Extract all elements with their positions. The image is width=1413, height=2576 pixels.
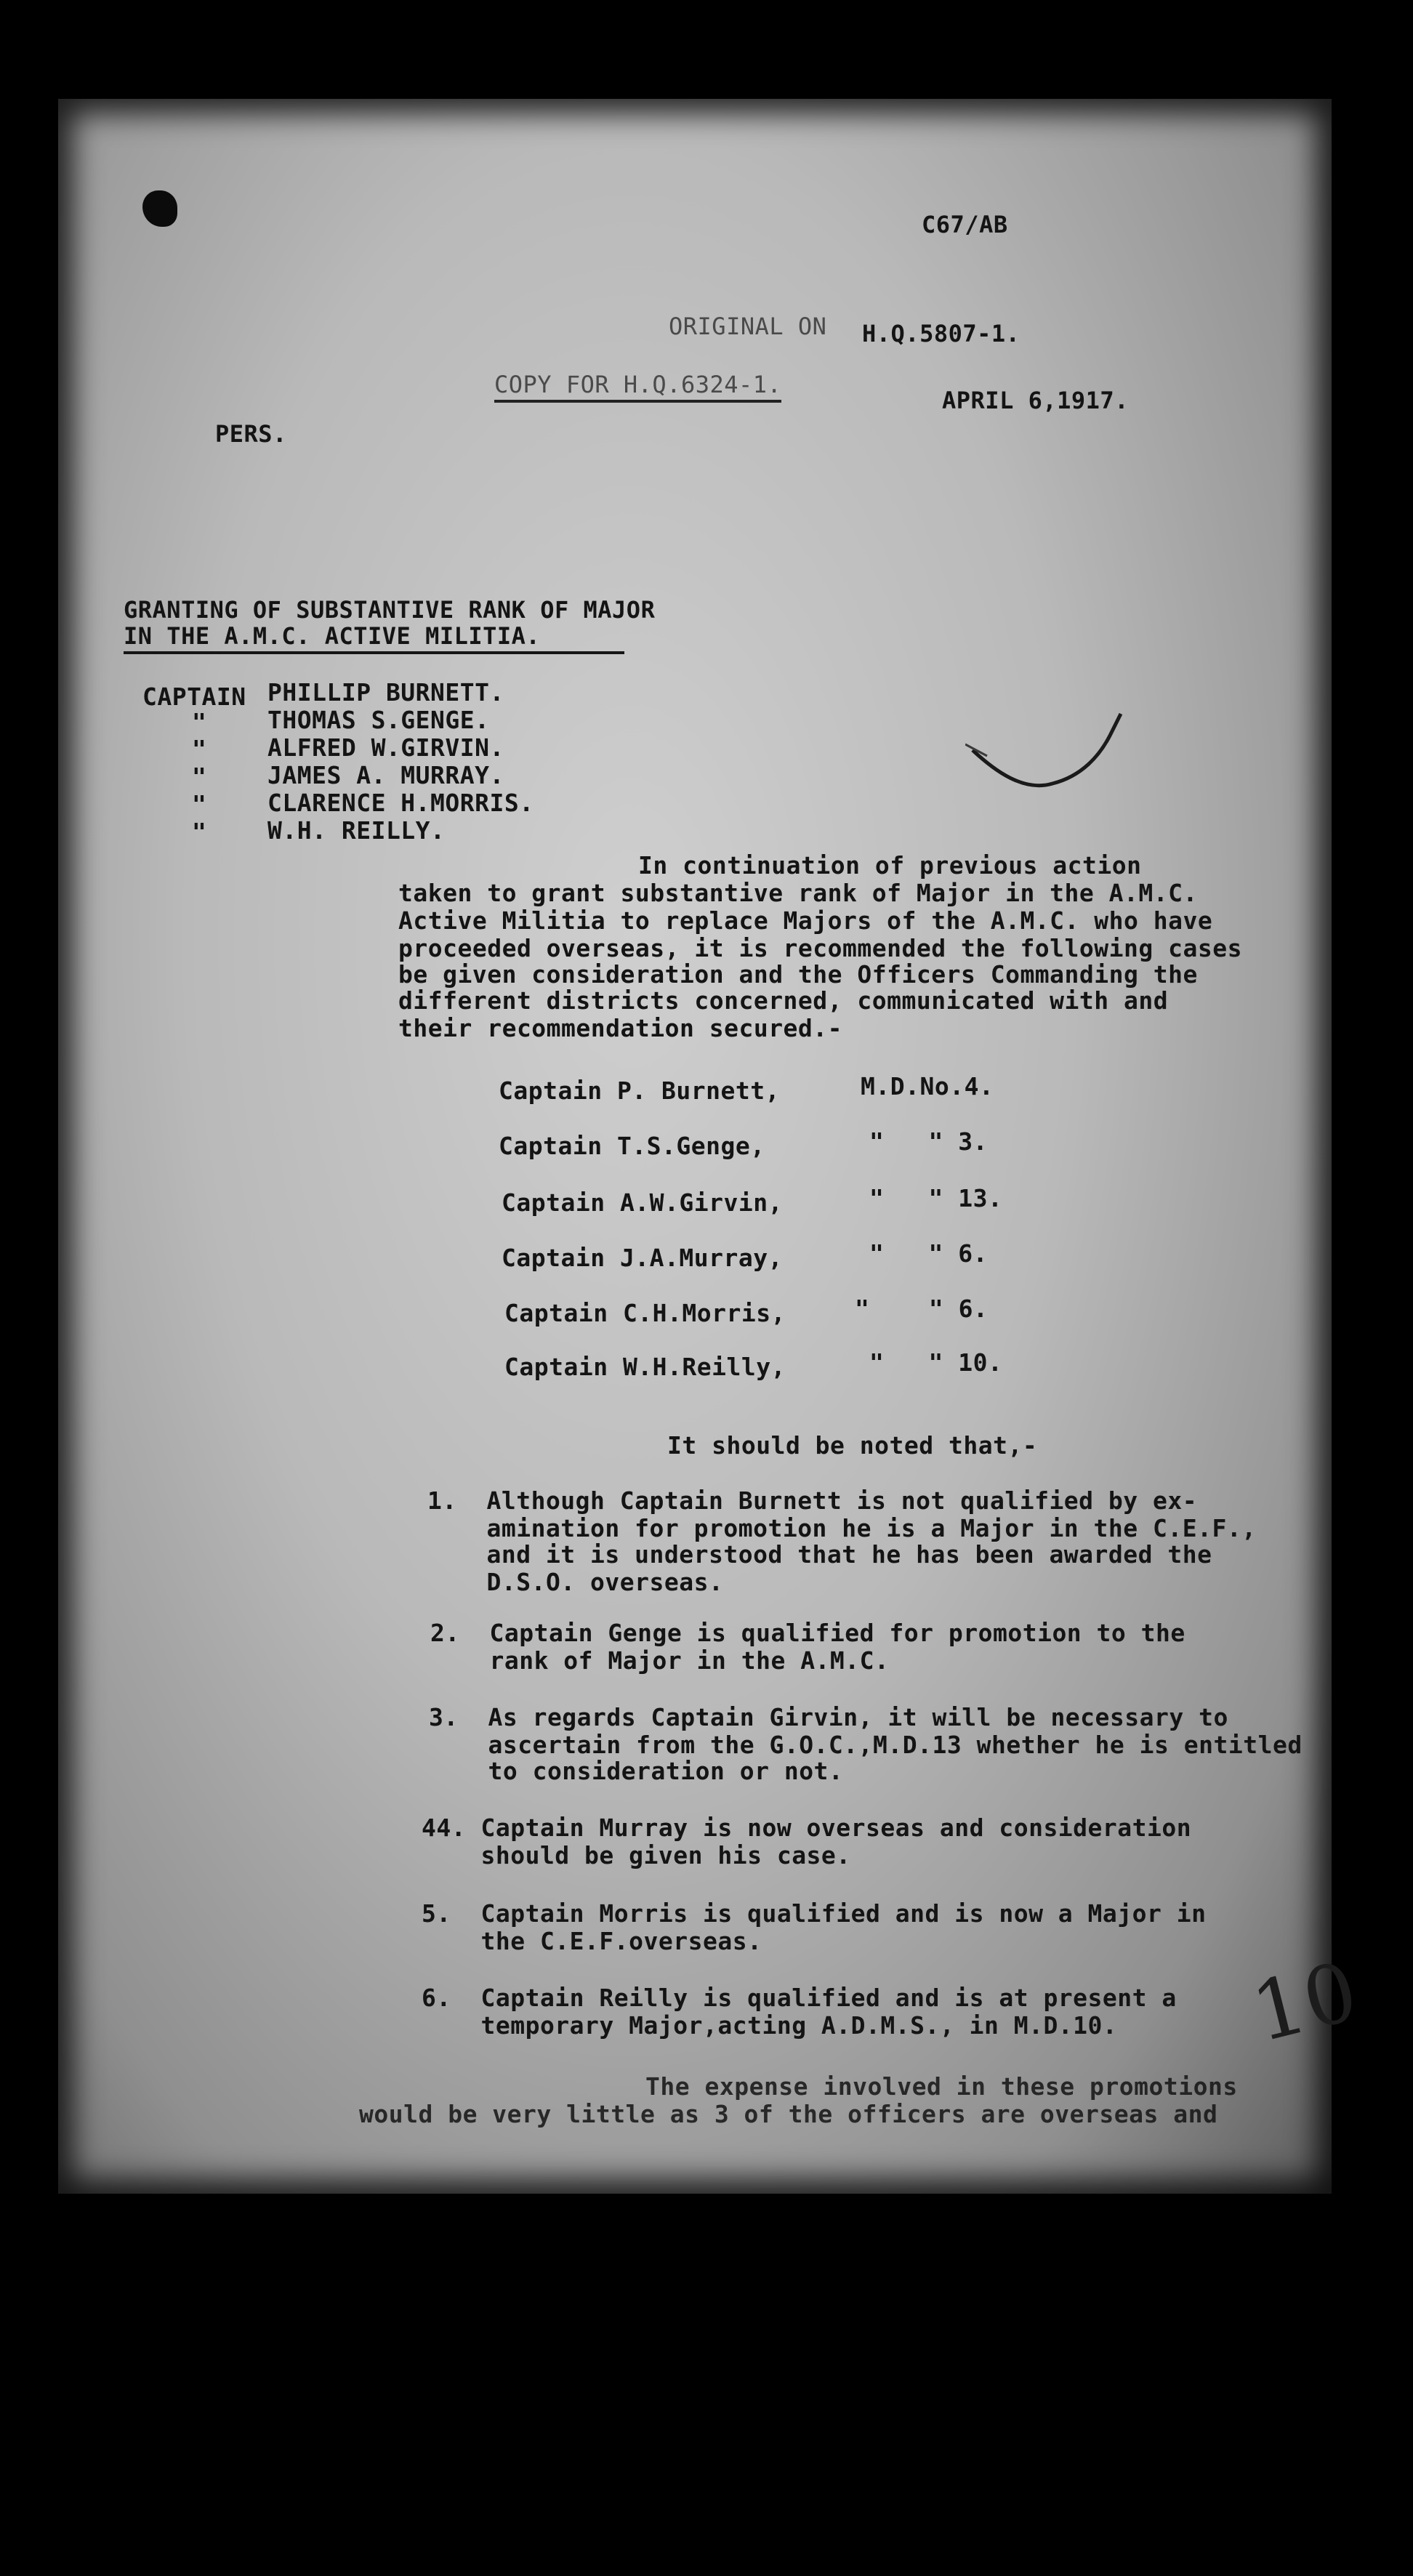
district-row-value: " " 10. [869, 1348, 1003, 1377]
point-line: 1. Although Captain Burnett is not qualified by ex- [427, 1486, 1198, 1515]
district-row-value: " " 13. [869, 1184, 1003, 1212]
subject-line-2: IN THE A.M.C. ACTIVE MILITIA. [124, 622, 624, 654]
point-line: 3. As regards Captain Girvin, it will be necessary to [429, 1703, 1228, 1731]
district-row-name: Captain T.S.Genge, [499, 1132, 765, 1160]
intro-line: their recommendation secured.- [398, 1014, 843, 1042]
point-line: ascertain from the G.O.C.,M.D.13 whether he is entitled [429, 1731, 1303, 1759]
officer-name: THOMAS S.GENGE. [267, 706, 490, 734]
point-line: rank of Major in the A.M.C. [430, 1646, 890, 1675]
point-line: and it is understood that he has been awarded the [427, 1540, 1212, 1569]
district-row-name: Captain W.H.Reilly, [504, 1353, 786, 1381]
file-number: C67/AB [922, 211, 1008, 238]
district-row-name: Captain J.A.Murray, [502, 1244, 783, 1272]
intro-line: taken to grant substantive rank of Major in the A.M.C. [398, 879, 1198, 907]
district-row-name: Captain A.W.Girvin, [502, 1188, 783, 1217]
officer-prefix: " [192, 818, 207, 846]
noted-line: It should be noted that,- [667, 1431, 1038, 1460]
officer-prefix: " [192, 735, 207, 763]
district-row-value: " " 6. [855, 1295, 989, 1323]
point-line: temporary Major,acting A.D.M.S., in M.D.10. [422, 2011, 1118, 2040]
point-line: the C.E.F.overseas. [422, 1927, 762, 1955]
point-line: 6. Captain Reilly is qualified and is at present a [422, 1984, 1177, 2012]
point-line: 5. Captain Morris is qualified and is now a Major in [422, 1899, 1207, 1928]
intro-line: be given consideration and the Officers Commanding the [398, 960, 1198, 989]
original-on-label: ORIGINAL ON [669, 313, 827, 340]
district-row-value: " " 6. [869, 1239, 988, 1268]
pen-tick-mark [965, 712, 1132, 800]
pers-label: PERS. [215, 420, 287, 448]
officer-prefix: " [192, 708, 207, 736]
district-row-value: M.D.No.4. [861, 1072, 994, 1100]
original-reference: H.Q.5807-1. [862, 320, 1020, 347]
officer-prefix: " [192, 762, 207, 791]
officer-prefix: CAPTAIN [142, 683, 246, 711]
officer-name: PHILLIP BURNETT. [267, 678, 504, 707]
point-line: 44. Captain Murray is now overseas and consideration [422, 1814, 1192, 1842]
point-line: amination for promotion he is a Major in the C.E.F., [427, 1514, 1257, 1542]
point-line: to consideration or not. [429, 1757, 844, 1785]
closing-line: The expense involved in these promotions [645, 2072, 1238, 2101]
district-row-name: Captain C.H.Morris, [504, 1299, 786, 1327]
officer-prefix: " [192, 790, 207, 818]
point-line: 2. Captain Genge is qualified for promotion to the [430, 1619, 1185, 1647]
intro-line: different districts concerned, communicated with and [398, 986, 1169, 1015]
district-row-value: " " 3. [869, 1127, 988, 1156]
officer-name: CLARENCE H.MORRIS. [267, 789, 534, 817]
copy-for-reference: COPY FOR H.Q.6324-1. [494, 371, 781, 403]
officer-name: ALFRED W.GIRVIN. [267, 733, 504, 762]
handwritten-margin-number: 10 [1243, 1944, 1367, 2061]
subject-line-1: GRANTING OF SUBSTANTIVE RANK OF MAJOR [124, 596, 656, 624]
officer-name: JAMES A. MURRAY. [267, 761, 504, 789]
point-line: should be given his case. [422, 1841, 851, 1869]
officer-name: W.H. REILLY. [267, 816, 446, 845]
intro-line: In continuation of previous action [638, 851, 1142, 880]
intro-line: Active Militia to replace Majors of the A.M.C. who have [398, 906, 1213, 935]
letter-date: APRIL 6,1917. [942, 387, 1129, 414]
point-line: D.S.O. overseas. [427, 1568, 724, 1596]
district-row-name: Captain P. Burnett, [499, 1076, 780, 1105]
closing-line: would be very little as 3 of the officers are overseas and [359, 2100, 1218, 2128]
intro-line: proceeded overseas, it is recommended the following cases [398, 934, 1242, 962]
